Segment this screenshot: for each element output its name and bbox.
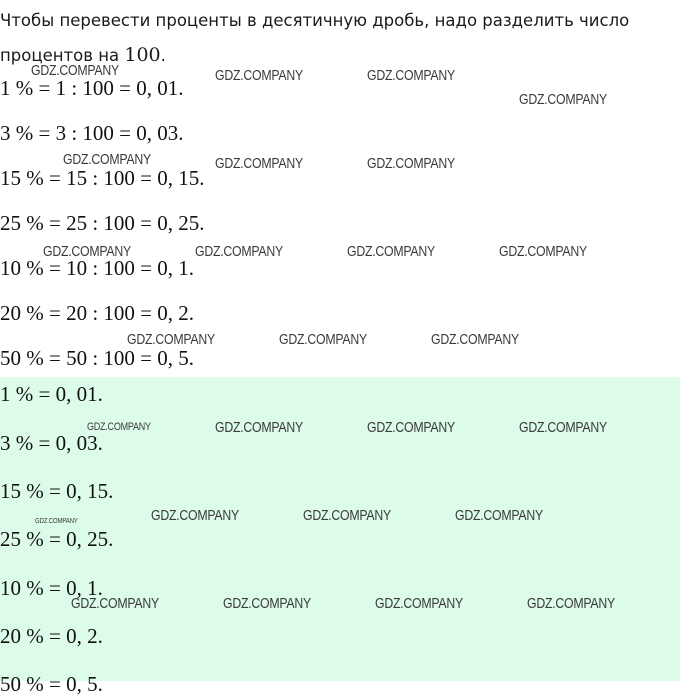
intro-number: 100: [124, 44, 161, 66]
intro-period: .: [160, 46, 166, 65]
answer-line: 20 % = 0, 2.: [0, 624, 103, 648]
watermark: GDZ.COMPANY: [527, 595, 615, 612]
watermark: GDZ.COMPANY: [43, 243, 131, 260]
answer-line: 25 % = 0, 25.: [0, 527, 114, 551]
watermark: GDZ.COMPANY: [127, 331, 215, 348]
watermark: GDZ.COMPANY: [375, 595, 463, 612]
answer-line: 15 % = 0, 15.: [0, 479, 114, 503]
solution-line: 15 % = 15 : 100 = 0, 15.: [0, 166, 205, 190]
intro-text: Чтобы перевести проценты в десятичную дробь, надо разделить число процентов на: [0, 11, 630, 65]
watermark: GDZ.COMPANY: [31, 62, 119, 79]
watermark: GDZ.COMPANY: [151, 507, 239, 524]
solution-line: 25 % = 25 : 100 = 0, 25.: [0, 211, 205, 235]
watermark: GDZ.COMPANY: [215, 67, 303, 84]
watermark: GDZ.COMPANY: [215, 419, 303, 436]
watermark: GDZ.COMPANY: [519, 91, 607, 108]
watermark: GDZ.COMPANY: [347, 243, 435, 260]
watermark: GDZ.COMPANY: [367, 155, 455, 172]
watermark: GDZ.COMPANY: [367, 67, 455, 84]
solution-line: 10 % = 10 : 100 = 0, 1.: [0, 256, 195, 280]
watermark: GDZ.COMPANY: [35, 516, 78, 525]
watermark: GDZ.COMPANY: [215, 155, 303, 172]
answer-line: 1 % = 0, 01.: [0, 382, 103, 406]
watermark: GDZ.COMPANY: [63, 151, 151, 168]
watermark: GDZ.COMPANY: [303, 507, 391, 524]
answer-line: 50 % = 0, 5.: [0, 672, 103, 696]
watermark: GDZ.COMPANY: [71, 595, 159, 612]
watermark: GDZ.COMPANY: [431, 331, 519, 348]
watermark: GDZ.COMPANY: [87, 421, 151, 433]
watermark: GDZ.COMPANY: [195, 243, 283, 260]
watermark: GDZ.COMPANY: [499, 243, 587, 260]
solution-line: 20 % = 20 : 100 = 0, 2.: [0, 301, 195, 325]
solution-line: 50 % = 50 : 100 = 0, 5.: [0, 346, 195, 370]
watermark: GDZ.COMPANY: [519, 419, 607, 436]
answer-line: 3 % = 0, 03.: [0, 431, 103, 455]
solution-line: 3 % = 3 : 100 = 0, 03.: [0, 121, 184, 145]
watermark: GDZ.COMPANY: [367, 419, 455, 436]
watermark: GDZ.COMPANY: [279, 331, 367, 348]
solution-line: 1 % = 1 : 100 = 0, 01.: [0, 76, 184, 100]
intro-paragraph: [0, 4, 676, 73]
watermark: GDZ.COMPANY: [223, 595, 311, 612]
watermark: GDZ.COMPANY: [455, 507, 543, 524]
answer-line: 10 % = 0, 1.: [0, 576, 103, 600]
